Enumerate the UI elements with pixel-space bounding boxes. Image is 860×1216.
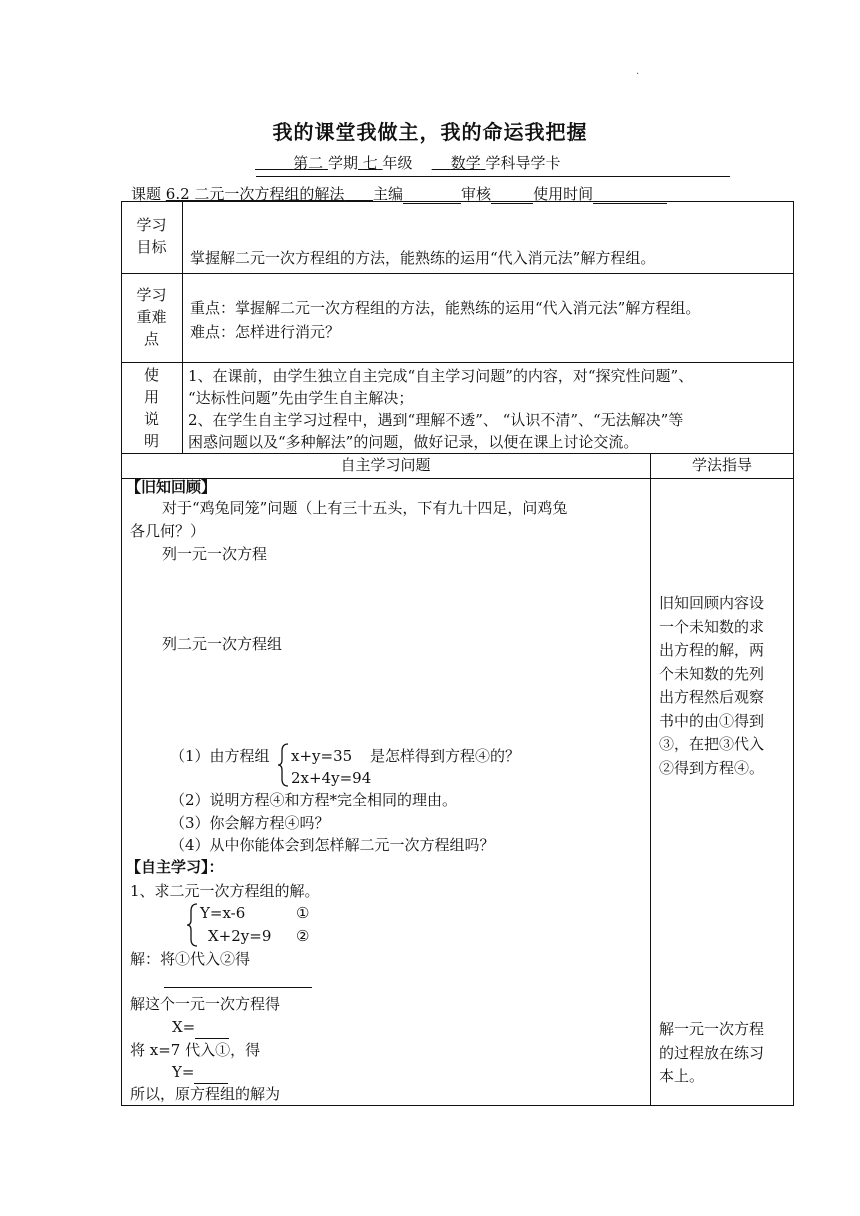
question-1-suffix: 是怎样得到方程④的？: [370, 747, 521, 765]
review-problem-1: 对于“鸡兔同笼”问题（上有三十五头，下有九十四足，问鸡兔: [162, 499, 568, 517]
question-3: （3）你会解方程④吗？: [170, 814, 330, 832]
equation-brace-2: [186, 903, 198, 947]
topic-value: 6.2 二元一次方程组的解法: [165, 185, 345, 203]
term-suffix: 学期: [327, 154, 358, 172]
guide-tip-practice: 解一元一次方程 的过程放在练习 本上。: [659, 1020, 765, 1085]
page-title: 我的课堂我做主，我的命运我把握: [272, 120, 588, 144]
review-heading: 【旧知回顾】: [126, 478, 217, 496]
self-study-heading: 【自主学习】：: [126, 858, 224, 876]
editor-label: 主编: [373, 185, 404, 203]
equation-a: x+y=35: [291, 747, 353, 765]
y-answer-blank: [194, 1067, 228, 1084]
grade-suffix: 年级: [382, 154, 413, 172]
equation-2-mark: ②: [296, 927, 310, 945]
x-answer-blank: [195, 1022, 229, 1039]
header-divider: [256, 176, 730, 177]
label-column-divider: [182, 201, 183, 453]
two-variable-prompt: 列二元一次方程组: [162, 635, 283, 653]
difficulty-text: 难点：怎样进行消元？: [190, 323, 341, 341]
row-divider-2: [121, 362, 794, 363]
key-point-text: 重点：掌握解二元一次方程组的方法，能熟练的运用“代入消元法”解方程组。: [190, 299, 701, 317]
answer-blank-1: [164, 987, 312, 988]
equation-b: 2x+4y=94: [291, 769, 372, 787]
self-study-task: 1、求二元一次方程组的解。: [130, 882, 320, 900]
usage-text-4: 困惑问题以及“多种解法”的问题，做好记录，以便在课上讨论交流。: [188, 433, 639, 451]
term-value: 第二: [293, 154, 324, 172]
usage-text-3: 2、在学生自主学习过程中，遇到“理解不透”、 “认识不清”、“无法解决”等: [188, 411, 684, 429]
subject-suffix: 学科导学卡: [485, 154, 561, 172]
reviewer-label: 审核: [461, 185, 492, 203]
key-points-label: 学习 重难 点: [136, 286, 167, 348]
goal-label: 学习 目标: [136, 216, 167, 256]
subject-value: 数学: [450, 154, 481, 172]
time-label: 使用时间: [533, 185, 594, 203]
left-column-header: 自主学习问题: [340, 456, 431, 474]
usage-text-2: “达标性问题”先由学生自主解决；: [188, 389, 414, 407]
y-answer: Y=: [172, 1061, 228, 1084]
row-divider-4: [121, 478, 794, 479]
header-dot: .: [636, 66, 640, 77]
row-divider-1: [121, 273, 794, 274]
one-variable-prompt: 列一元一次方程: [162, 545, 268, 563]
usage-text-1: 1、在课前，由学生独立自主完成“自主学习问题”的内容，对“探究性问题”、: [188, 367, 694, 385]
equation-2: X+2y=9: [208, 927, 272, 945]
guide-tip-review: 旧知回顾内容设 一个未知数的求 出方程的解，两 个未知数的先列 出方程然后观察 书中的由①得到 ③，在把③代入 ②得到方程④。: [659, 594, 765, 777]
guide-column-divider: [650, 453, 651, 1106]
question-4: （4）从中你能体会到怎样解二元一次方程组吗？: [170, 836, 495, 854]
solution-step-4: 所以，原方程组的解为: [130, 1083, 368, 1106]
equation-brace-1: [277, 743, 289, 787]
final-answer-blank: [280, 1089, 368, 1106]
grade-value: 七: [362, 154, 378, 172]
subtitle-line: [255, 152, 561, 173]
x-answer: X=: [172, 1016, 229, 1039]
solution-step-2: 解这个一元一次方程得: [130, 995, 281, 1013]
question-1-prefix: （1）由方程组: [170, 747, 270, 765]
topic-label: 课题: [131, 185, 162, 203]
solution-step-1: 解：将①代入②得: [130, 950, 251, 968]
goal-text: 掌握解二元一次方程组的方法，能熟练的运用“代入消元法”解方程组。: [190, 249, 656, 267]
equation-1-mark: ①: [296, 904, 310, 922]
solution-step-3: 将 x=7 代入①，得: [130, 1041, 261, 1059]
equation-1: Y=x-6: [200, 904, 246, 922]
right-column-header: 学法指导: [691, 456, 752, 474]
review-problem-2: 各几何？）: [130, 522, 206, 540]
usage-label: 使 用 说 明: [143, 366, 159, 450]
question-2: （2）说明方程④和方程*完全相同的理由。: [170, 791, 458, 809]
